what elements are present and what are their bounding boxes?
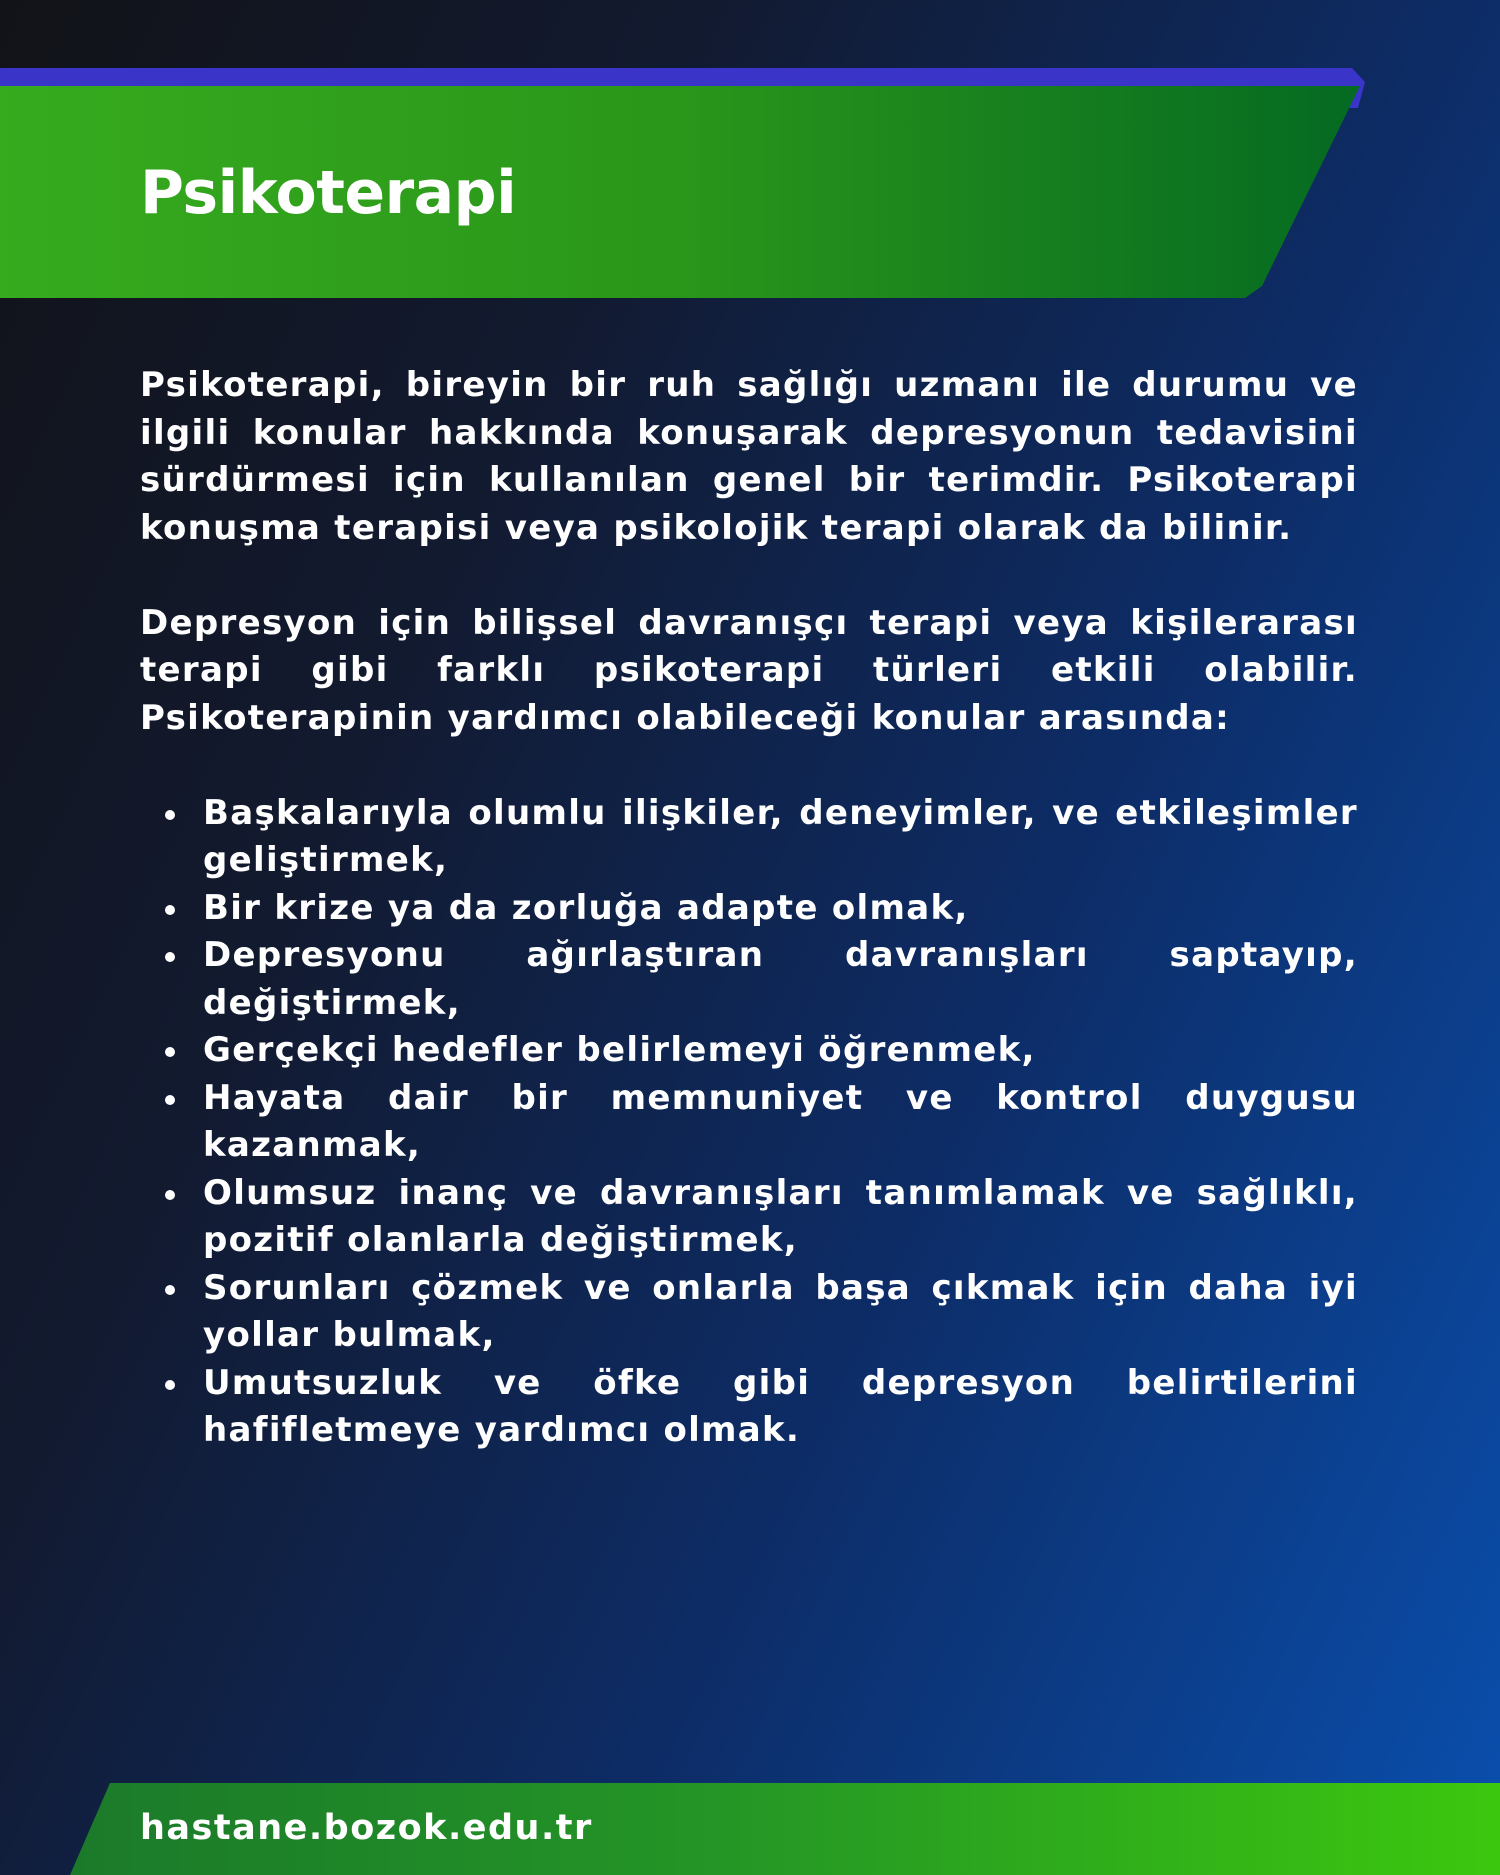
list-item-text: Umutsuzluk ve öfke gibi depresyon belirtilerini hafifletmeye yardımcı olmak. (203, 1362, 1358, 1450)
list-item (140, 885, 1358, 933)
bullet-icon (165, 905, 175, 915)
bullet-icon (165, 810, 175, 820)
list-item (140, 1075, 1358, 1170)
bullet-icon (165, 1095, 175, 1105)
bullet-icon (165, 1285, 175, 1295)
bullet-icon (165, 1190, 175, 1200)
list-item-text: Olumsuz inanç ve davranışları tanımlamak ve sağlıklı, pozitif olanlarla değiştirmek, (203, 1172, 1358, 1260)
list-item-text: Bir krize ya da zorluğa adapte olmak, (203, 887, 969, 928)
list-item (140, 1027, 1358, 1075)
list-item (140, 1265, 1358, 1360)
benefits-list (140, 790, 1358, 1455)
list-item-text: Depresyonu ağırlaştıran davranışları saptayıp, değiştirmek, (203, 935, 1358, 1023)
main-content (140, 362, 1358, 1455)
list-item (140, 1170, 1358, 1265)
footer-website-url: hastane.bozok.edu.tr (140, 1808, 593, 1848)
list-item (140, 1360, 1358, 1455)
list-item-text: Gerçekçi hedefler belirlemeyi öğrenmek, (203, 1030, 1036, 1070)
list-item-text: Sorunları çözmek ve onlarla başa çıkmak için daha iyi yollar bulmak, (203, 1267, 1358, 1355)
page-title: Psikoterapi (140, 158, 517, 228)
intro-paragraph: Psikoterapi, bireyin bir ruh sağlığı uzmanı ile durumu ve ilgili konular hakkında konuşarak depresyonun tedavisini sürdürmesi için kullanılan genel bir terimdir. Psikoterapi konuşma terapisi veya psikolojik terapi olarak da bilinir. (140, 365, 1358, 548)
list-item (140, 790, 1358, 885)
list-item-text: Hayata dair bir memnuniyet ve kontrol duygusu kazanmak, (203, 1077, 1358, 1165)
bullet-icon (165, 952, 175, 962)
types-paragraph: Depresyon için bilişsel davranışçı terapi veya kişilerarası terapi gibi farklı psikoterapi türleri etkili olabilir. Psikoterapinin yardımcı olabileceği konular arasında: (140, 602, 1358, 738)
bullet-icon (165, 1047, 175, 1057)
bullet-icon (165, 1380, 175, 1390)
list-item-text: Başkalarıyla olumlu ilişkiler, deneyimler, ve etkileşimler geliştirmek, (203, 792, 1358, 880)
list-item (140, 932, 1358, 1027)
